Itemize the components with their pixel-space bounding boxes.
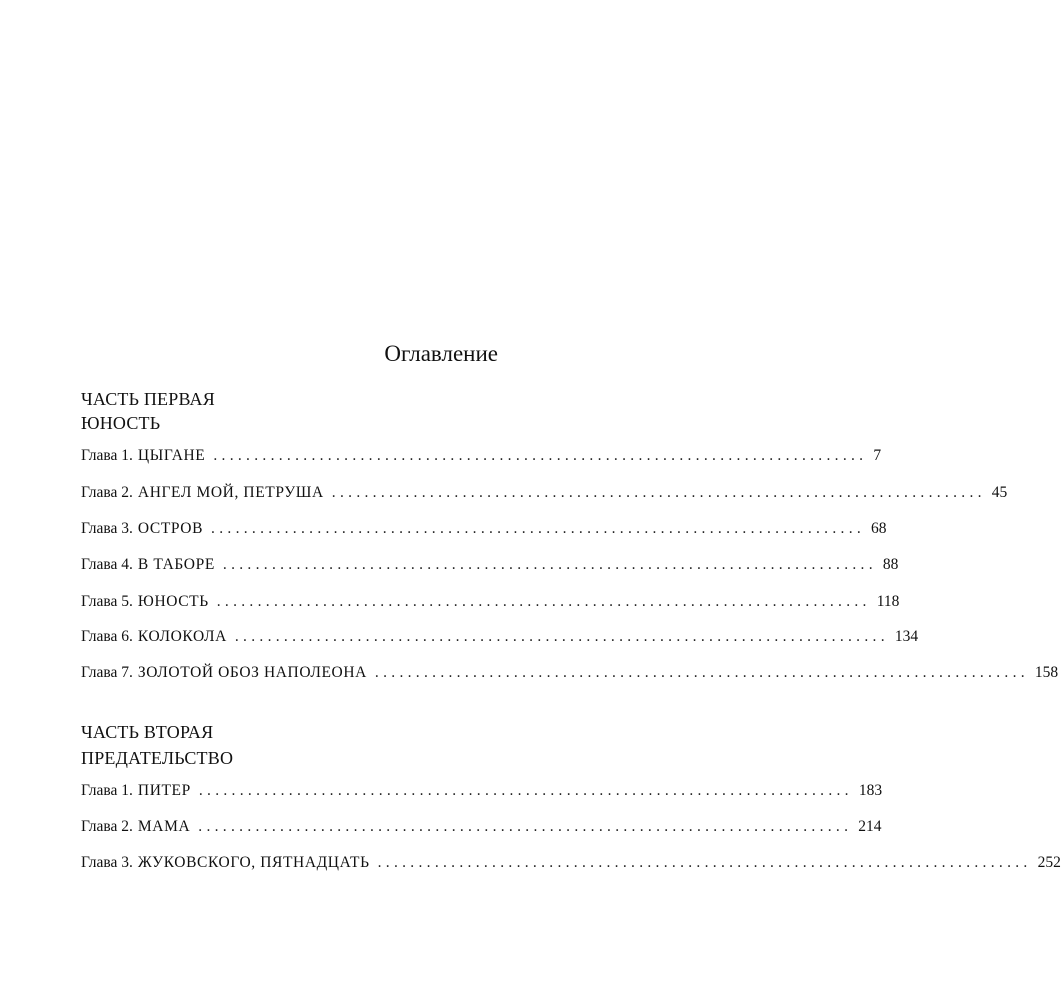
chapter-title: ЮНОСТЬ bbox=[137, 593, 209, 610]
dot-leader: ................................................................................ bbox=[234, 628, 889, 645]
page-number: 118 bbox=[876, 593, 900, 610]
part-1-name: ЮНОСТЬ bbox=[81, 413, 161, 433]
dot-leader: ................................................................................ bbox=[198, 782, 853, 799]
chapter-number: Глава 4. bbox=[81, 556, 133, 573]
toc-entry[interactable] bbox=[81, 662, 1059, 684]
chapter-number: Глава 2. bbox=[81, 818, 133, 835]
page-number: 158 bbox=[1034, 664, 1059, 681]
dot-leader: ................................................................................ bbox=[222, 556, 877, 573]
toc-entry[interactable] bbox=[81, 852, 1061, 874]
chapter-number: Глава 1. bbox=[81, 447, 133, 464]
chapter-title: МАМА bbox=[137, 818, 191, 835]
chapter-number: Глава 3. bbox=[81, 854, 133, 871]
chapter-number: Глава 7. bbox=[81, 664, 133, 681]
part-2-label: ЧАСТЬ ВТОРАЯ bbox=[81, 722, 214, 742]
dot-leader: ................................................................................ bbox=[198, 818, 853, 835]
chapter-title: В ТАБОРЕ bbox=[137, 556, 215, 573]
dot-leader: ................................................................................ bbox=[331, 484, 986, 501]
toc-entry[interactable] bbox=[81, 591, 900, 613]
dot-leader: ................................................................................ bbox=[213, 447, 868, 464]
page-number: 88 bbox=[882, 556, 899, 573]
page-number: 252 bbox=[1037, 854, 1061, 871]
page-number: 7 bbox=[873, 447, 882, 464]
dot-leader: ................................................................................ bbox=[211, 520, 866, 537]
part-2-name: ПРЕДАТЕЛЬСТВО bbox=[81, 748, 234, 768]
page-number: 134 bbox=[894, 628, 919, 645]
chapter-title: КОЛОКОЛА bbox=[137, 628, 227, 645]
page-number: 183 bbox=[858, 782, 883, 799]
page-number: 68 bbox=[871, 520, 887, 537]
chapter-title: ЦЫГАНЕ bbox=[137, 447, 206, 464]
toc-entry[interactable] bbox=[81, 445, 882, 467]
chapter-number: Глава 3. bbox=[81, 520, 133, 537]
page-title: Оглавление bbox=[384, 341, 498, 366]
chapter-number: Глава 6. bbox=[81, 628, 133, 645]
dot-leader: ................................................................................ bbox=[216, 593, 871, 610]
chapter-number: Глава 1. bbox=[81, 782, 133, 799]
chapter-title: АНГЕЛ МОЙ, ПЕТРУША bbox=[137, 484, 324, 501]
dot-leader: ................................................................................ bbox=[377, 854, 1032, 871]
chapter-title: ПИТЕР bbox=[137, 782, 191, 799]
chapter-number: Глава 5. bbox=[81, 593, 133, 610]
chapter-number: Глава 2. bbox=[81, 484, 133, 501]
toc-entry[interactable] bbox=[81, 554, 899, 576]
toc-entry[interactable] bbox=[81, 482, 1008, 504]
chapter-title: ОСТРОВ bbox=[137, 520, 204, 537]
chapter-title: ЗОЛОТОЙ ОБОЗ НАПОЛЕОНА bbox=[137, 664, 367, 681]
chapter-title: ЖУКОВСКОГО, ПЯТНАДЦАТЬ bbox=[137, 854, 370, 871]
page-number: 45 bbox=[991, 484, 1008, 501]
toc-entry[interactable] bbox=[81, 626, 919, 648]
page-number: 214 bbox=[858, 818, 882, 835]
toc-entry[interactable] bbox=[81, 816, 882, 838]
toc-entry[interactable] bbox=[81, 780, 883, 802]
dot-leader: ................................................................................ bbox=[374, 664, 1029, 681]
toc-entry[interactable] bbox=[81, 518, 887, 540]
part-1-label: ЧАСТЬ ПЕРВАЯ bbox=[81, 389, 215, 409]
